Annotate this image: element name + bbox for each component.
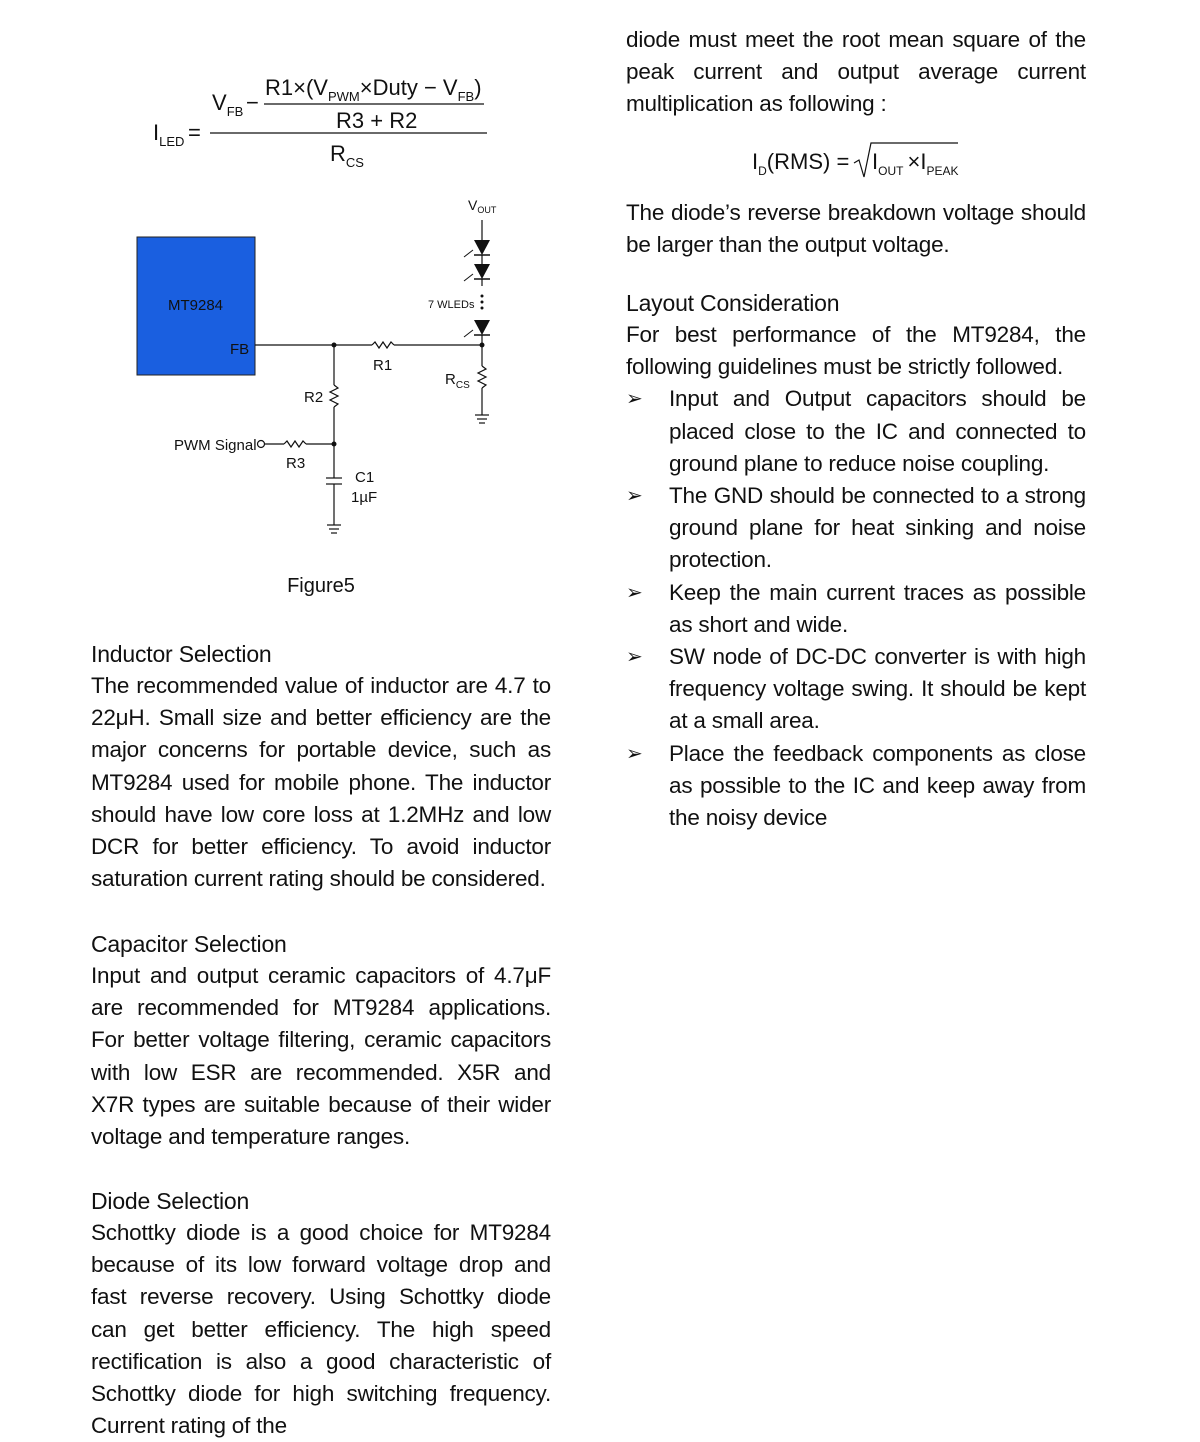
list-item — [626, 577, 1086, 641]
wleds-label: 7 WLEDs — [428, 299, 475, 311]
r1-label: R1 — [373, 357, 393, 374]
inductor-body: The recommended value of inductor are 4.7 to 22μH. Small size and better efficiency are the major concerns for portable device, such as MT9284 used for mobile phone. The inductor should have low core loss at 1.2MHz and low DCR for better efficiency. To avoid inductor saturation current rating should be considered. — [91, 673, 551, 892]
layout-intro: For best performance of the MT9284, the following guidelines must be strictly followed. — [626, 322, 1086, 380]
layout-heading: Layout Consideration — [626, 290, 840, 317]
chip-label: MT9284 — [168, 297, 224, 314]
wled-diode-icon — [464, 240, 490, 257]
r2-label: R2 — [304, 389, 324, 406]
diode-section — [91, 1185, 551, 1442]
wled-diode-icon — [464, 320, 490, 337]
diode-body: Schottky diode is a good choice for MT9284 because of its low forward voltage drop and fast reverse recovery. Using Schottky diode can get better efficiency. The high speed rectification is also a good characteristic of Schottky diode for high switching frequency. Current rating of the — [91, 1220, 551, 1439]
list-item — [626, 738, 1086, 835]
eq-minus: − — [246, 90, 259, 115]
guideline-text: Place the feedback components as close as possible to the IC and keep away from the noisy device — [669, 740, 1086, 831]
eq-inner-denominator: R3 + R2 — [336, 108, 418, 133]
rcs-label: $R_{CS}$ — [445, 371, 470, 391]
led-current-equation — [150, 68, 495, 178]
pwm-signal-label: PWM Signal — [174, 437, 257, 454]
arrow-bullet-icon: ➢ — [626, 742, 643, 765]
fb-pin-label: FB — [230, 341, 250, 358]
arrow-bullet-icon: ➢ — [626, 388, 643, 411]
application-circuit-diagram — [130, 190, 510, 550]
c1-label: C1 — [355, 469, 375, 486]
guideline-text: SW node of DC-DC converter is with high frequency voltage swing. It should be kept at a small area. — [669, 644, 1086, 734]
capacitor-heading: Capacitor Selection — [91, 931, 287, 957]
list-item — [626, 383, 1086, 480]
guideline-text: The GND should be connected to a strong ground plane for heat sinking and noise protection. — [669, 483, 1086, 573]
vout-label: $V_{OUT}$ — [468, 197, 497, 215]
inductor-section — [91, 638, 551, 895]
eq-vfb: $V_{FB}$ — [212, 90, 244, 119]
capacitor-section — [91, 928, 551, 1153]
diode-rms-equation — [626, 133, 1086, 183]
eq-rcs: $R_{CS}$ — [330, 141, 364, 170]
guideline-text: Keep the main current traces as possible as short and wide. — [669, 579, 1086, 637]
ellipsis-dots-icon — [481, 295, 484, 310]
arrow-bullet-icon: ➢ — [626, 485, 643, 508]
wled-diode-icon — [464, 264, 490, 281]
diode-rms-text: diode must meet the root mean square of the peak current and output average current multiplication as following : — [626, 27, 1086, 117]
arrow-bullet-icon: ➢ — [626, 581, 643, 604]
guideline-text: Input and Output capacitors should be placed close to the IC and connected to ground plane to reduce noise coupling. — [669, 386, 1086, 476]
svg-text:ID(RMS) =: $I_D(RMS)$ = — [752, 148, 850, 178]
inductor-heading: Inductor Selection — [91, 641, 272, 667]
figure-caption: Figure5 — [287, 575, 355, 597]
eq-inner-numerator: $R1\times(V_{PWM}\times Duty - V_{FB})$ — [265, 75, 482, 104]
diode-heading: Diode Selection — [91, 1188, 250, 1214]
r3-label: R3 — [286, 455, 306, 472]
c1-value-label: 1µF — [351, 489, 378, 506]
capacitor-body: Input and output ceramic capacitors of 4.7μF are recommended for MT9284 applications. For better voltage filtering, ceramic capacitors with low ESR are recommended. X5R and X7R types are suitable because of their wider voltage and temperature ranges. — [91, 963, 551, 1150]
eq-lhs: $I_{LED}$ — [153, 120, 185, 149]
svg-text:IOUT×IPEAK: $I_{OUT} \times I_{PEAK}$ — [872, 148, 959, 178]
breakdown-text: The diode’s reverse breakdown voltage should be larger than the output voltage. — [626, 199, 1086, 257]
list-item — [626, 480, 1086, 577]
layout-guidelines-list — [626, 383, 1086, 834]
arrow-bullet-icon: ➢ — [626, 646, 643, 669]
right-column — [626, 24, 1086, 834]
eq-equals: = — [188, 120, 201, 145]
list-item — [626, 641, 1086, 738]
